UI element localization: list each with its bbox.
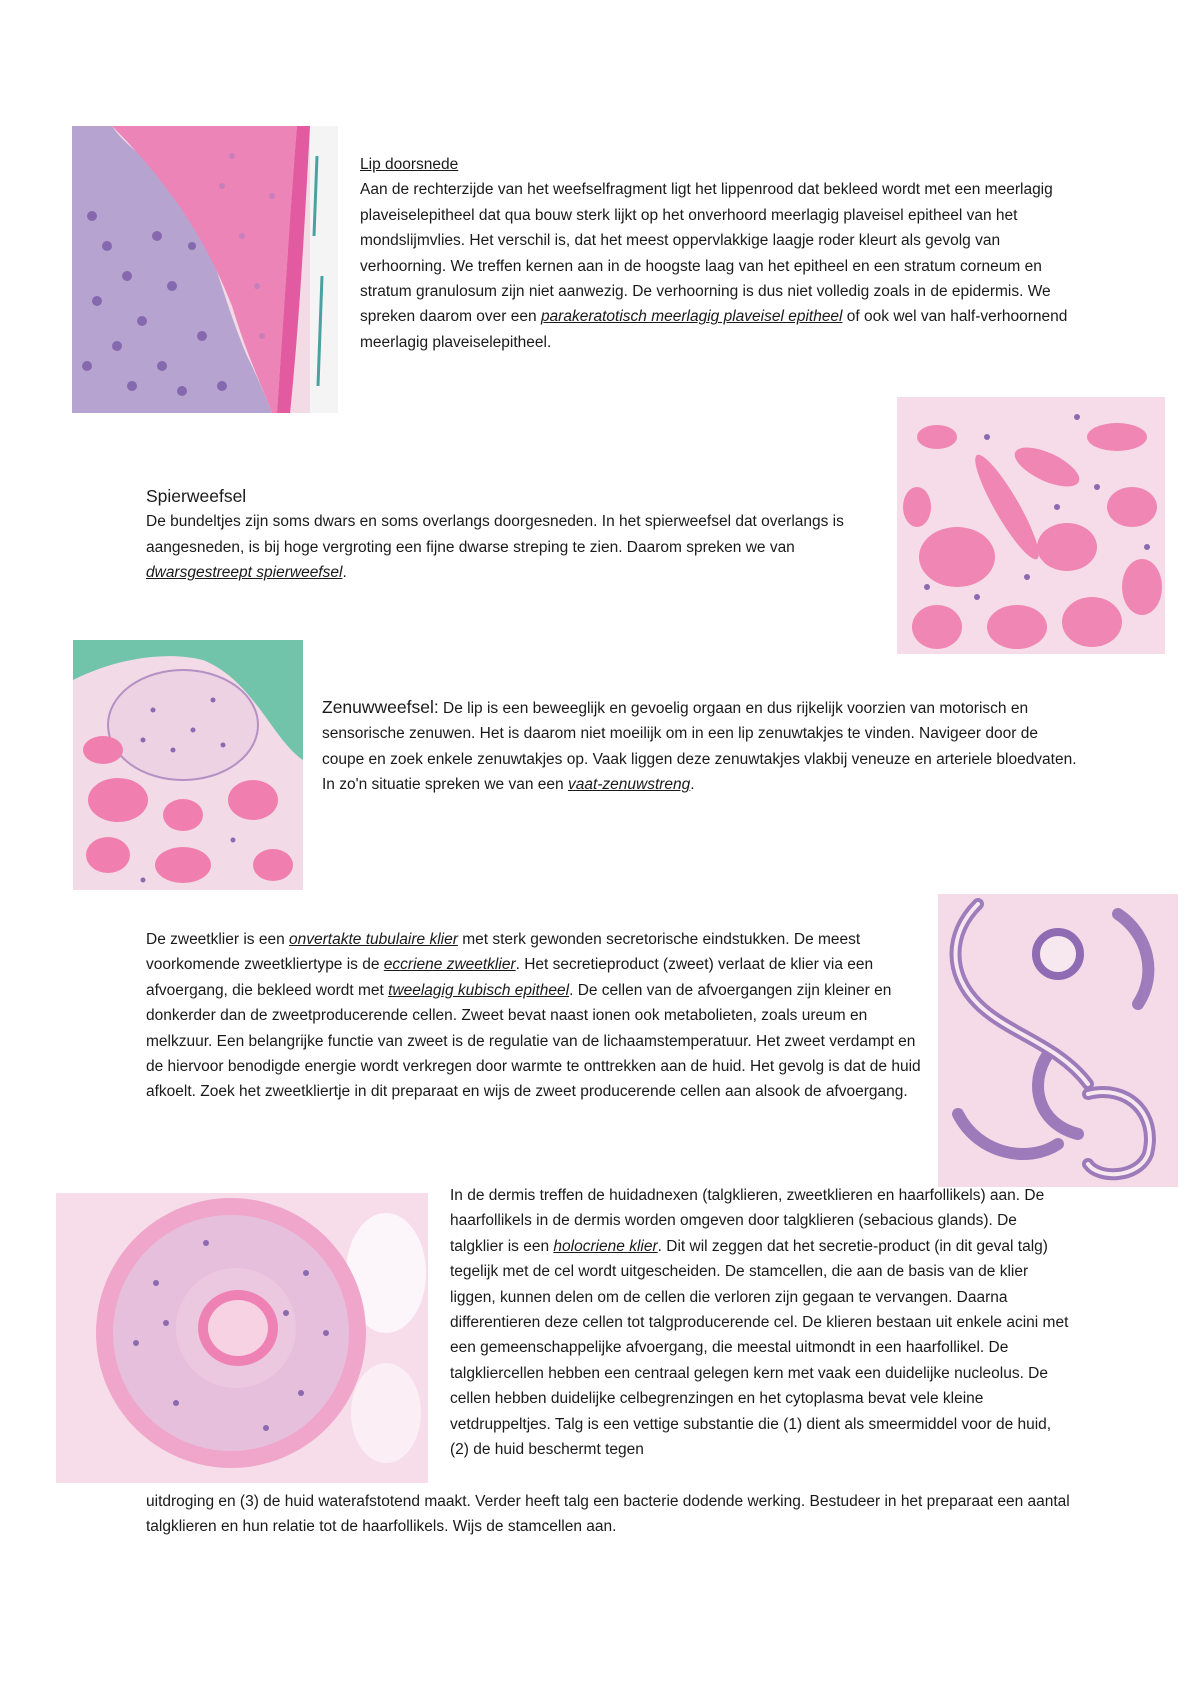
lip-key-term: parakeratotisch meerlagig plaveisel epitheel — [540, 308, 843, 326]
sebaceous-paragraph-end: uitdroging en (3) de huid waterafstotend maakt. Verder heeft talg een bacterie dodende werking. Bestudeer in het preparaat een aantal talgklieren en hun relatie tot de haarfollikels. Wijs de stamcellen aan. — [146, 1493, 1070, 1536]
sebaceous-key-term: holocriene klier — [553, 1237, 658, 1255]
lip-section — [360, 152, 1080, 355]
lip-title: Lip doorsnede — [360, 156, 459, 173]
sweat-gland-micrograph — [938, 894, 1178, 1187]
nerve-title: Zenuwweefsel: — [322, 697, 439, 717]
sweat-term-3: tweelagig kubisch epitheel — [388, 981, 570, 999]
nerve-micrograph — [73, 640, 303, 890]
sebaceous-section — [450, 1183, 1070, 1462]
sebaceous-paragraph: In de dermis treffen de huidadnexen (talgklieren, zweetklieren en haarfollikels) aan. De haarfollikels in de dermis worden omgeven door talgklieren (sebacious glands). De talgklier is een holocriene klier. Dit wil zeggen dat het secretie-product (in dit geval talg) tegelijk met de cel wordt uitgescheiden. De stamcellen, die aan de basis van de klier liggen, kunnen delen om de cellen die verloren zijn gegaan te vervangen. Daarna differentieren deze cellen tot talgproducerende cel. De klieren bestaan uit enkele acini met een gemeenschappelijke afvoergang, die meestal uitmondt in een haarfollikel. De talgkliercellen hebben een centraal gelegen kern met vaak een duidelijke nucleolus. De cellen hebben duidelijke celbegrenzingen en het cytoplasma bevat vele kleine vetdruppeltjes. Talg is een vettige substantie die (1) dient als smeermiddel voor de huid, (2) de huid beschermt tegen — [450, 1187, 1069, 1459]
sweat-term-2: eccriene zweetklier — [383, 956, 516, 974]
sebaceous-continuation — [146, 1489, 1076, 1540]
sweat-gland-section — [146, 927, 926, 1105]
muscle-key-term: dwarsgestreept spierweefsel — [146, 564, 343, 582]
hair-follicle-micrograph — [56, 1193, 428, 1483]
muscle-title: Spierweefsel — [146, 486, 247, 506]
nerve-paragraph: Zenuwweefsel: De lip is een beweeglijk en gevoelig orgaan en dus rijkelijk voorzien van motorisch en sensorische zenuwen. Het is daarom niet moeilijk om in een lip zenuwtakjes te vinden. Navigeer door de coupe en zoek enkele zenuwtakjes op. Vaak liggen deze zenuwtakjes vlakbij veneuze en arteriele bloedvaten. In zo'n situatie spreken we van een vaat-zenuwstreng. — [322, 697, 1077, 794]
lip-epithelium-micrograph — [72, 126, 338, 413]
sweat-gland-paragraph: De zweetklier is een onvertakte tubulaire klier met sterk gewonden secretorische eindstukken. De meest voorkomende zweetkliertype is de eccriene zweetklier. Het secretieproduct (zweet) verlaat de klier via een afvoergang, die bekleed wordt met tweelagig kubisch epitheel. De cellen van de afvoergangen zijn kleiner en donkerder dan de zweetproducerende cellen. Zweet bevat naast ionen ook metabolieten, zoals ureum en melkzuur. Een belangrijke functie van zweet is de regulatie van de lichaamstemperatuur. Het zweet verdampt en de hiervoor benodigde energie wordt verkregen door warmte te onttrekken aan de huid. Het gevolg is dat de huid afkoelt. Zoek het zweetkliertje in dit preparaat en wijs de zweet producerende cellen aan alsook de afvoergang. — [146, 931, 921, 1101]
muscle-paragraph: De bundeltjes zijn soms dwars en soms overlangs doorgesneden. In het spierweefsel dat overlangs is aangesneden, is bij hoge vergroting een fijne dwarse streping te zien. Daarom spreken we van dwarsgestreept spierweefsel. — [146, 513, 844, 582]
nerve-section — [322, 695, 1082, 798]
lip-paragraph: Aan de rechterzijde van het weefselfragment ligt het lippenrood dat bekleed wordt met een meerlagig plaveiselepitheel dat qua bouw sterk lijkt op het onverhoord meerlagig plaveisel epitheel van het mondslijmvlies. Het verschil is, dat het meest oppervlakkige laagje roder kleurt als gevolg van verhoorning. We treffen kernen aan in de hoogste laag van het epitheel en een stratum corneum en stratum granulosum zijn niet aanwezig. De verhoorning is dus niet volledig zoals in de epidermis. We spreken daarom over een parakeratotisch meerlagig plaveisel epitheel of ook wel van half-verhoornend meerlagig plaveiselepitheel. — [360, 181, 1068, 351]
nerve-key-term: vaat-zenuwstreng — [567, 776, 691, 794]
muscle-micrograph — [897, 397, 1165, 654]
sweat-term-1: onvertakte tubulaire klier — [289, 931, 458, 948]
muscle-section — [146, 484, 866, 586]
